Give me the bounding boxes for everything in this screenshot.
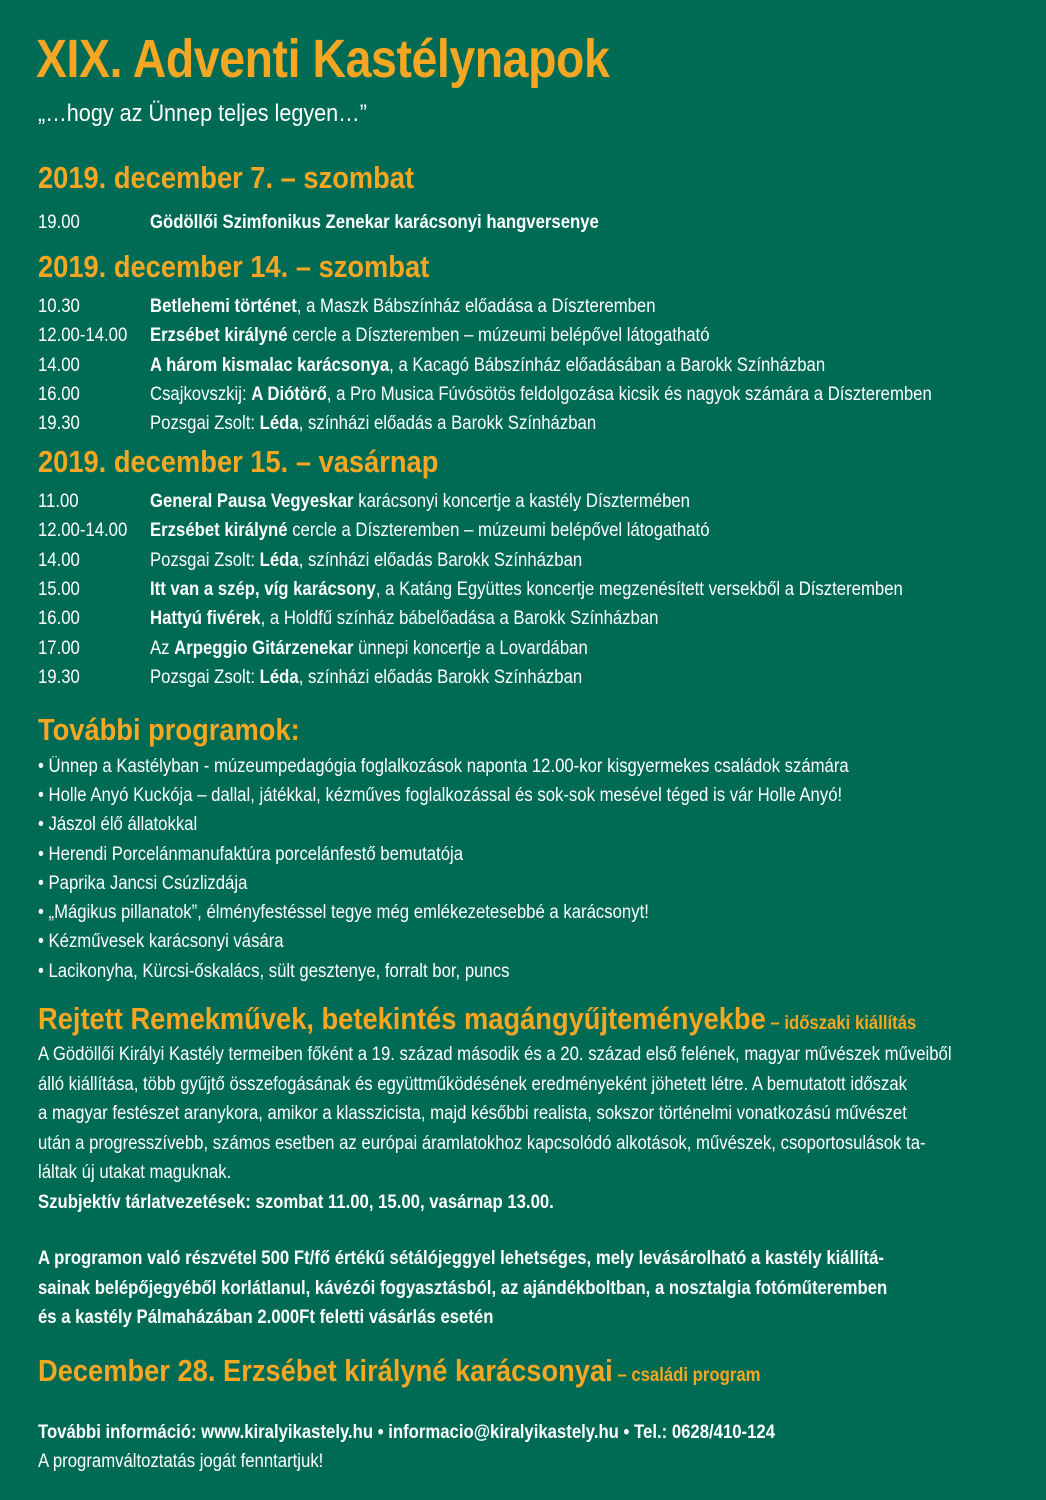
event-text: , színházi előadás Barokk Színházban [298,549,583,571]
exhibition-line: A Gödöllői Királyi Kastély termeiben főként a 19. század második és a 20. század első felének, magyar művészek műveiből [38,1044,952,1065]
exhibition-title: Rejtett Remekművek, betekintés magángyűjteményekbe [38,1001,766,1036]
exhibition-heading [38,1001,916,1037]
event-time: 10.30 [38,296,80,317]
participation-line: sainak belépőjegyéből korlátlanul, kávézói fogyasztásból, az ajándékboltban, a nosztalgia fotóműteremben [38,1277,888,1299]
event-text: Pozsgai Zsolt: [150,549,260,571]
program-item: • Kézművesek karácsonyi vására [38,931,284,952]
event-highlight: Gödöllői Szimfonikus Zenekar karácsonyi hangversenye [150,212,599,233]
participation-info [38,1244,1006,1333]
program-item: • Ünnep a Kastélyban - múzeumpedagógia foglalkozások naponta 12.00-kor kisgyermekes családok számára [38,756,849,777]
exhibition-line: a magyar festészet aranykora, amikor a klasszicista, majd későbbi realista, sokszor történelmi vonatkozású művészet [38,1103,907,1124]
program-item: • Jászol élő állatokkal [38,814,198,835]
exhibition-description [38,1040,1006,1217]
day-heading: 2019. december 14. – szombat [38,249,430,284]
event-text: , a Maszk Bábszínház előadása a Díszteremben [296,296,656,317]
event-text: Pozsgai Zsolt: [150,413,260,435]
december28-title: December 28. Erzsébet királyné karácsonyai [38,1353,613,1388]
event-description [150,410,596,438]
event-time: 12.00-14.00 [38,325,128,347]
event-description [150,209,599,237]
event-text: Az [150,637,175,659]
event-description [150,381,932,409]
program-item: • Paprika Jancsi Csúzlizdája [38,873,248,894]
event-time: 14.00 [38,549,80,571]
contact-info: További információ: www.kiralyikastely.hu • informacio@kiralyikastely.hu • Tel.: 0628/410-124 [38,1422,776,1443]
event-description [150,576,903,604]
event-time: 19.00 [38,212,80,233]
event-text: , színházi előadás a Barokk Színházban [298,413,597,435]
disclaimer: A programváltoztatás jogát fenntartjuk! [38,1451,324,1472]
event-highlight: Erzsébet királyné [150,520,288,542]
event-time: 14.00 [38,354,80,376]
event-highlight: Itt van a szép, víg karácsony [150,578,376,600]
december28-tag: – családi program [612,1365,761,1386]
event-description [150,352,825,380]
event-highlight: A három kismalac karácsonya [150,354,390,376]
event-time: 16.00 [38,383,80,405]
event-time: 16.00 [38,608,80,630]
participation-line: és a kastély Pálmaházában 2.000Ft feletti vásárlás esetén [38,1307,494,1328]
event-time: 11.00 [38,491,79,512]
event-highlight: General Pausa Vegyeskar [150,491,354,512]
event-text: Csajkovszkij: [150,383,252,405]
event-text: Pozsgai Zsolt: [150,666,260,688]
event-highlight: Betlehemi történet [150,296,297,317]
event-text: cercle a Díszteremben – múzeumi belépővel látogatható [287,520,710,542]
event-text: , a Pro Musica Fúvósötös feldolgozása kicsik és nagyok számára a Díszteremben [326,383,932,405]
program-item: • Herendi Porcelánmanufaktúra porcelánfestő bemutatója [38,844,464,865]
page-title: XIX. Adventi Kastélynapok [36,29,610,89]
exhibition-tag: – időszaki kiállítás [765,1013,917,1034]
more-programs-heading: További programok: [38,712,300,747]
event-time: 19.30 [38,413,80,435]
event-description [150,293,656,321]
event-text: , a Katáng Együttes koncertje megzenésített versekből a Díszteremben [375,578,903,600]
event-text: , színházi előadás Barokk Színházban [298,666,583,688]
event-description [150,635,588,663]
event-text: , a Holdfű színház bábelőadása a Barokk Színházban [260,608,659,630]
december28-heading [38,1353,760,1389]
event-text: , a Kacagó Bábszínház előadásában a Barokk Színházban [389,354,826,376]
event-text: cercle a Díszteremben – múzeumi belépővel látogatható [287,325,710,347]
event-description [150,488,690,516]
event-highlight: Léda [259,549,299,571]
event-description [150,664,582,692]
event-time: 12.00-14.00 [38,520,128,542]
exhibition-line: láltak új utakat maguknak. [38,1162,232,1183]
event-highlight: A Diótörő [251,383,327,405]
program-item: • Lacikonyha, Kürcsi-őskalács, sült gesztenye, forralt bor, puncs [38,961,510,982]
event-text: ünnepi koncertje a Lovardában [353,637,588,659]
program-item: • Holle Anyó Kuckója – dallal, játékkal, kézműves foglalkozással és sok-sok mesével téged is vár Holle Anyó! [38,785,843,806]
event-description [150,547,582,575]
event-time: 15.00 [38,578,80,600]
event-highlight: Erzsébet királyné [150,325,288,347]
event-highlight: Léda [259,413,299,435]
participation-line: A programon való részvétel 500 Ft/fő értékű sétálójeggyel lehetséges, mely levásárolható a kastély kiállítá- [38,1248,884,1269]
program-item: • „Mágikus pillanatok”, élményfestéssel tegye még emlékezetesebbé a karácsonyt! [38,902,649,923]
event-highlight: Hattyú fivérek [150,608,261,630]
day-heading: 2019. december 15. – vasárnap [38,444,439,479]
event-highlight: Léda [259,666,299,688]
event-text: karácsonyi koncertje a kastély Dísztermében [353,491,690,512]
event-description [150,322,710,350]
event-time: 19.30 [38,666,80,688]
event-description [150,517,710,545]
guided-tours: Szubjektív tárlatvezetések: szombat 11.00, 15.00, vasárnap 13.00. [38,1191,554,1213]
event-highlight: Arpeggio Gitárzenekar [174,637,354,659]
subtitle: „…hogy az Ünnep teljes legyen…” [38,100,367,127]
exhibition-line: álló kiállítása, több gyűjtő összefogásának és együttműködésének eredményeként jöhetett létre. A bemutatott időszak [38,1073,908,1095]
exhibition-line: után a progresszívebb, számos esetben az európai áramlatokhoz kapcsolódó alkotások, művészek, csoportosulások ta- [38,1132,926,1154]
event-time: 17.00 [38,637,80,659]
day-heading: 2019. december 7. – szombat [38,160,415,195]
event-description [150,605,658,633]
